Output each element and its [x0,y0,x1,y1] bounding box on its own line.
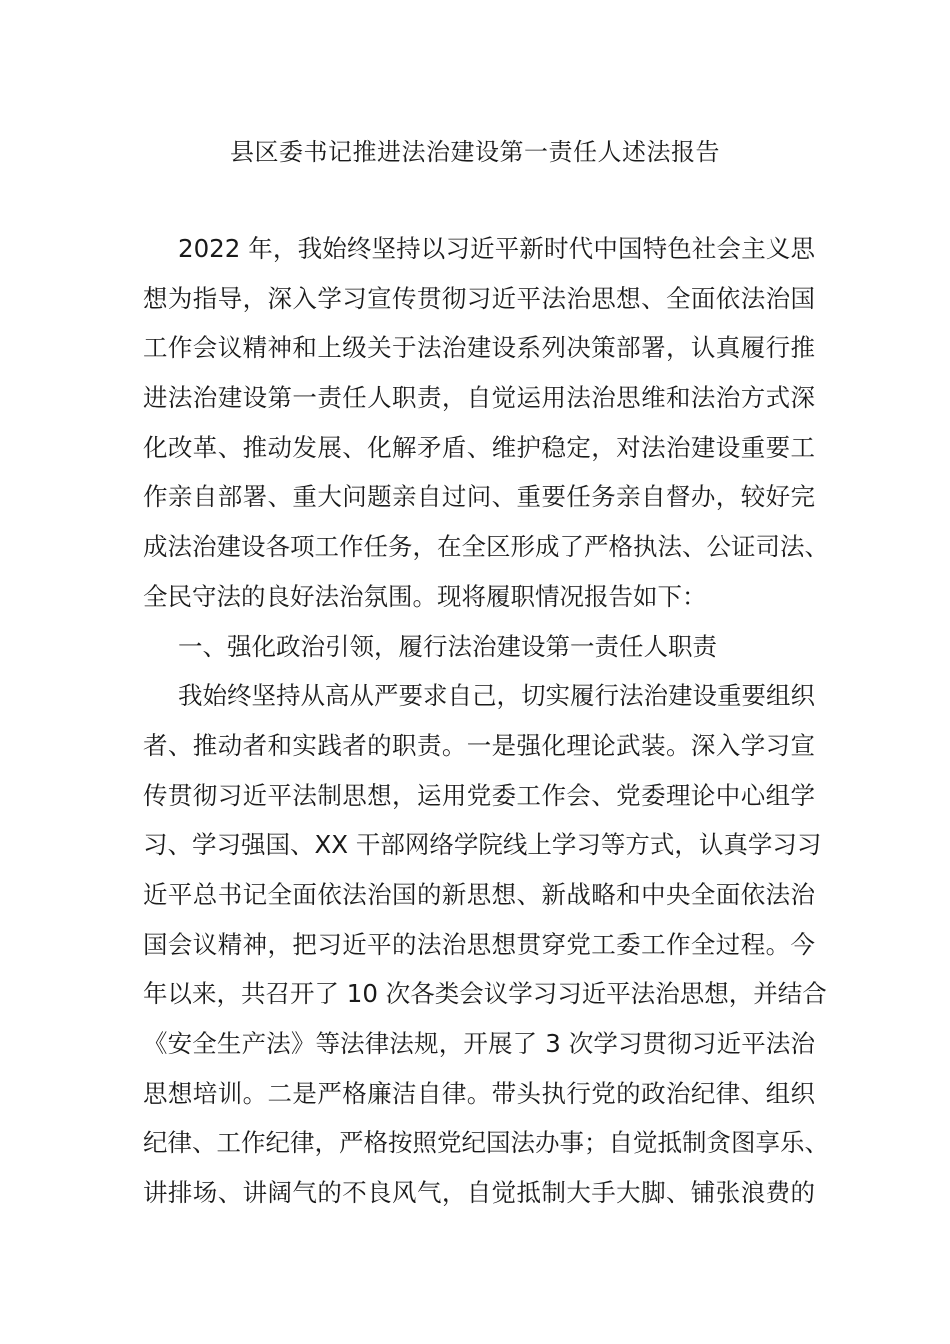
document-body [143,224,829,1218]
paragraph-line: 近平总书记全面依法治国的新思想、新战略和中央全面依法治 [143,879,815,909]
paragraph-line: 思想培训。二是严格廉洁自律。带头执行党的政治纪律、组织 [143,1078,815,1108]
paragraph-line: 2022 年，我始终坚持以习近平新时代中国特色社会主义思 [178,234,815,263]
paragraph-line: 我始终坚持从高从严要求自己，切实履行法治建设重要组织 [178,681,815,711]
paragraph-line: 讲排场、讲阔气的不良风气，自觉抵制大手大脚、铺张浪费的 [143,1178,815,1208]
paragraph-line: 进法治建设第一责任人职责，自觉运用法治思维和法治方式深 [143,383,815,413]
paragraph-line: 年以来，共召开了 10 次各类会议学习习近平法治思想，并结合 [143,979,827,1009]
paragraph-line: 习、学习强国、XX 干部网络学院线上学习等方式，认真学习习 [143,830,822,860]
section-heading: 一、强化政治引领，履行法治建设第一责任人职责 [178,631,717,661]
paragraph-line: 全民守法的良好法治氛围。现将履职情况报告如下： [143,581,707,611]
paragraph-line: 传贯彻习近平法制思想，运用党委工作会、党委理论中心组学 [143,780,815,810]
paragraph-line: 工作会议精神和上级关于法治建设系列决策部署，认真履行推 [143,333,815,363]
paragraph-line: 作亲自部署、重大问题亲自过问、重要任务亲自督办，较好完 [143,482,815,512]
paragraph-line: 化改革、推动发展、化解矛盾、维护稳定，对法治建设重要工 [143,432,815,462]
paragraph-line: 《安全生产法》等法律法规，开展了 3 次学习贯彻习近平法治 [143,1029,815,1058]
paragraph-line: 者、推动者和实践者的职责。一是强化理论武装。深入学习宣 [143,730,815,760]
paragraph-line: 国会议精神，把习近平的法治思想贯穿党工委工作全过程。今 [143,929,815,959]
paragraph-line: 纪律、工作纪律，严格按照党纪国法办事；自觉抵制贪图享乐、 [143,1128,829,1158]
document-title: 县区委书记推进法治建设第一责任人述法报告 [230,138,720,166]
paragraph-line: 想为指导，深入学习宣传贯彻习近平法治思想、全面依法治国 [143,283,815,313]
paragraph-line: 成法治建设各项工作任务，在全区形成了严格执法、公证司法、 [143,532,829,562]
